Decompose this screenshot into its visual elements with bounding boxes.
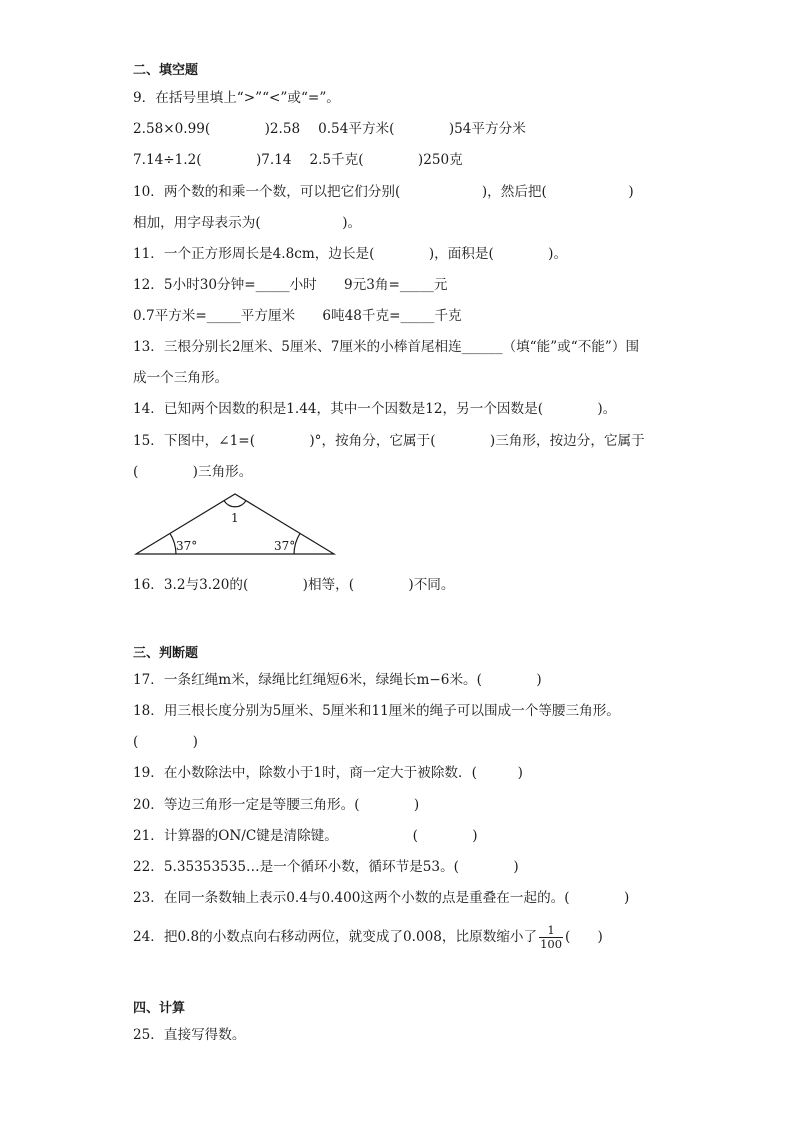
right-angle-label: 37°: [274, 539, 296, 553]
section-heading-calc: 四、计算: [133, 1001, 186, 1016]
question-9: 9．在括号里填上“>”“<”或“=”。: [133, 90, 340, 106]
section-heading-fill: 二、填空题: [133, 63, 199, 78]
question-24-blank: ( ): [565, 929, 603, 945]
section-heading-judge: 三、判断题: [133, 646, 199, 661]
question-18-line-2: ( ): [133, 734, 198, 750]
question-21: 21．计算器的ON/C键是清除键。 ( ): [133, 828, 478, 844]
question-10-line-1: 10．两个数的和乘一个数，可以把它们分别( )，然后把( ): [133, 184, 634, 200]
apex-angle-label: 1: [231, 511, 239, 525]
question-25: 25．直接写得数。: [133, 1027, 246, 1043]
question-13-line-2: 成一个三角形。: [133, 370, 229, 386]
question-10-line-2: 相加，用字母表示为( )。: [133, 215, 362, 231]
question-12-line-2: 0.7平方米=_____平方厘米 6吨48千克=_____千克: [133, 308, 462, 324]
question-23: 23．在同一条数轴上表示0.4与0.400这两个小数的点是重叠在一起的。( ): [133, 890, 630, 906]
question-14: 14．已知两个因数的积是1.44，其中一个因数是12，另一个因数是( )。: [133, 401, 617, 417]
triangle-figure: [130, 488, 342, 560]
question-19: 19．在小数除法中，除数小于1时，商一定大于被除数．( ): [133, 765, 523, 781]
left-angle-label: 37°: [176, 539, 198, 553]
fraction-one-hundredth: $\frac{1}{100}$: [540, 923, 563, 951]
question-20: 20．等边三角形一定是等腰三角形。( ): [133, 797, 420, 813]
question-9-row-2: 7.14÷1.2( )7.14 2.5千克( )250克: [133, 152, 463, 168]
question-18-line-1: 18．用三根长度分别为5厘米、5厘米和11厘米的绳子可以围成一个等腰三角形。: [133, 703, 620, 719]
question-24: [133, 924, 603, 951]
question-11: 11．一个正方形周长是4.8cm，边长是( )，面积是( )。: [133, 246, 568, 262]
question-9-row-1: 2.58×0.99( )2.58 0.54平方米( )54平方分米: [133, 121, 526, 137]
question-17: 17．一条红绳m米，绿绳比红绳短6米，绿绳长m−6米。( ): [133, 672, 542, 688]
question-16: 16．3.2与3.20的( )相等，( )不同。: [133, 577, 455, 593]
question-12-line-1: 12．5小时30分钟=_____小时 9元3角=_____元: [133, 277, 448, 293]
question-24-text: 24．把0.8的小数点向右移动两位，就变成了0.008，比原数缩小了: [133, 929, 538, 945]
question-13-line-1: 13．三根分别长2厘米、5厘米、7厘米的小棒首尾相连______（填“能”或“不能”）围: [133, 339, 640, 355]
question-22: 22．5.35353535…是一个循环小数，循环节是53。( ): [133, 859, 519, 875]
apex-angle-arc: [224, 501, 246, 507]
question-15-line-1: 15．下图中，∠1=( )°，按角分，它属于( )三角形，按边分，它属于: [133, 433, 645, 449]
question-15-line-2: ( )三角形。: [133, 464, 253, 480]
